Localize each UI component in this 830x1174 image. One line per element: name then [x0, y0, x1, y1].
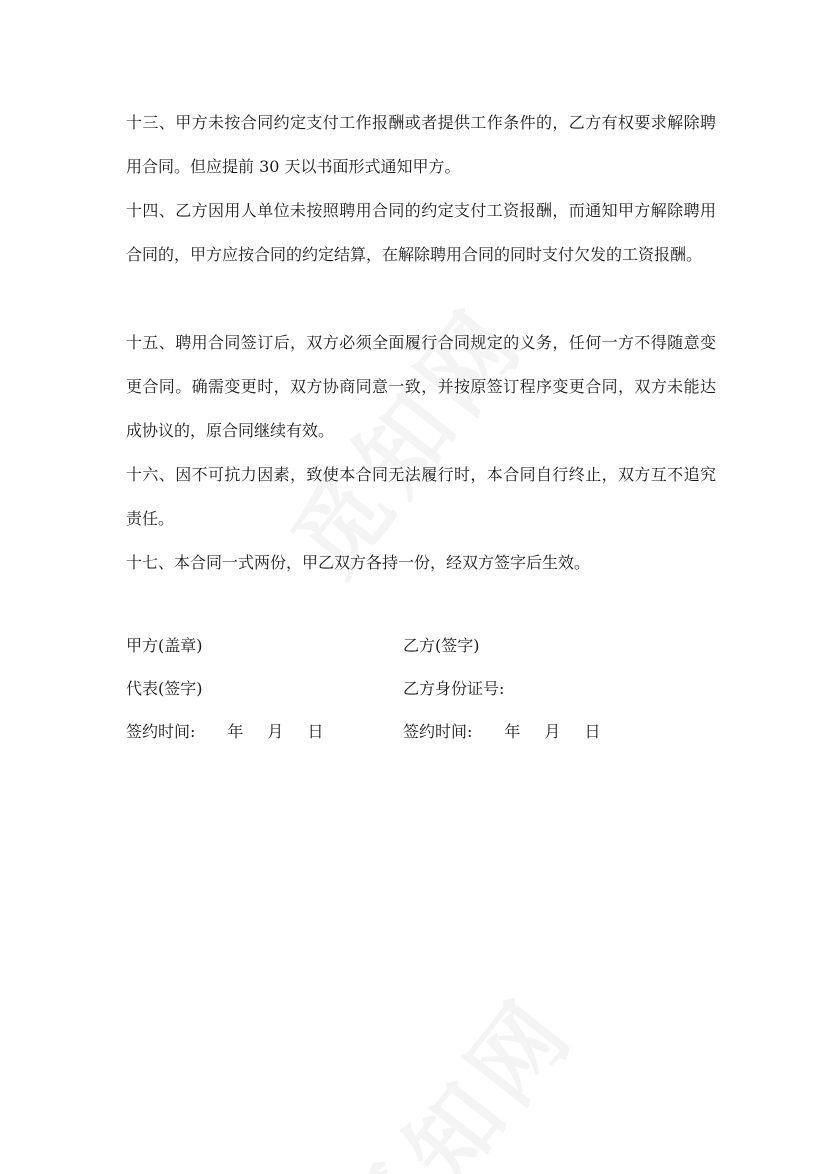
- contract-article-14: 十四、乙方因用人单位未按照聘用合同的约定支付工资报酬，而通知甲方解除聘用合同的，甲方应按合同的约定结算，在解除聘用合同的同时支付欠发的工资报酬。: [126, 201, 716, 264]
- date-day-label: 日: [584, 722, 601, 741]
- contract-article-17: 十七、本合同一式两份，甲乙双方各持一份，经双方签字后生效。: [126, 553, 591, 572]
- date-year-label: 年: [227, 722, 244, 741]
- contract-article-16: 十六、因不可抗力因素，致使本合同无法履行时，本合同自行终止，双方互不追究责任。: [126, 465, 716, 528]
- sign-date-label: 签约时间:: [126, 722, 196, 741]
- date-month-label: 月: [544, 722, 561, 741]
- party-b-signature-label: 乙方(签字): [403, 636, 480, 655]
- date-day-label: 日: [307, 722, 324, 741]
- party-b-sign-date: [403, 721, 600, 743]
- watermark: [307, 965, 599, 1174]
- party-a-representative-label: 代表(签字): [126, 679, 203, 698]
- party-b-id-number-label: 乙方身份证号:: [403, 679, 505, 698]
- party-a-sign-date: [126, 721, 323, 743]
- contract-article-13: 十三、甲方未按合同约定支付工作报酬或者提供工作条件的，乙方有权要求解除聘用合同。但应提前 30 天以书面形式通知甲方。: [126, 113, 716, 176]
- contract-article-15: 十五、聘用合同签订后，双方必须全面履行合同规定的义务，任何一方不得随意变更合同。确需变更时，双方协商同意一致，并按原签订程序变更合同，双方未能达成协议的，原合同继续有效。: [126, 333, 716, 440]
- party-a-seal-label: 甲方(盖章): [126, 636, 203, 655]
- sign-date-label: 签约时间:: [403, 722, 473, 741]
- date-year-label: 年: [504, 722, 521, 741]
- date-month-label: 月: [267, 722, 284, 741]
